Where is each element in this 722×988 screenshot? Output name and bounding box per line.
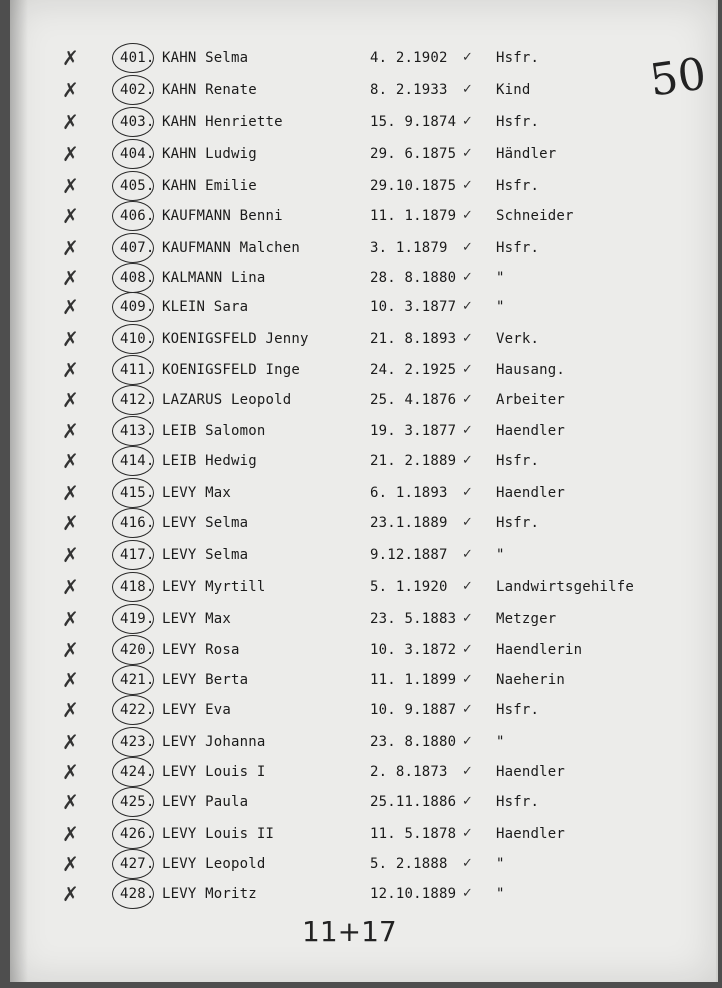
register-row <box>0 852 722 880</box>
register-row <box>0 668 722 696</box>
row-date: 11. 1.1879 <box>370 208 457 224</box>
row-num: 410. <box>120 331 155 347</box>
check-mark: ✓ <box>462 270 474 285</box>
margin-cross-mark: ✗ <box>62 46 79 70</box>
check-mark: ✓ <box>462 362 474 377</box>
row-occ: Kind <box>496 82 531 98</box>
row-occ: Haendlerin <box>496 642 583 658</box>
register-row <box>0 358 722 386</box>
row-occ: Haendler <box>496 764 566 780</box>
row-name: LEVY Paula <box>162 794 249 810</box>
row-date: 29.10.1875 <box>370 178 457 194</box>
row-date: 29. 6.1875 <box>370 146 457 162</box>
row-date: 2. 8.1873 <box>370 764 448 780</box>
row-name: KAUFMANN Malchen <box>162 240 301 256</box>
row-num: 403. <box>120 114 155 130</box>
register-row <box>0 236 722 264</box>
row-name: LEIB Salomon <box>162 423 266 439</box>
row-occ: Hsfr. <box>496 178 540 194</box>
register-row <box>0 511 722 539</box>
row-num: 418. <box>120 579 155 595</box>
register-row <box>0 481 722 509</box>
row-num: 407. <box>120 240 155 256</box>
register-row <box>0 730 722 758</box>
row-name: KAHN Renate <box>162 82 257 98</box>
row-occ: Naeherin <box>496 672 566 688</box>
margin-cross-mark: ✗ <box>62 698 79 722</box>
register-row <box>0 449 722 477</box>
margin-cross-mark: ✗ <box>62 236 79 260</box>
row-name: KALMANN Lina <box>162 270 266 286</box>
row-num: 412. <box>120 392 155 408</box>
margin-cross-mark: ✗ <box>62 668 79 692</box>
check-mark: ✓ <box>462 392 474 407</box>
row-date: 5. 1.1920 <box>370 579 448 595</box>
margin-cross-mark: ✗ <box>62 638 79 662</box>
row-num: 424. <box>120 764 155 780</box>
row-occ: " <box>496 886 505 902</box>
row-occ: Schneider <box>496 208 574 224</box>
row-num: 425. <box>120 794 155 810</box>
row-occ: Hausang. <box>496 362 566 378</box>
row-occ: Hsfr. <box>496 515 540 531</box>
row-name: LEVY Eva <box>162 702 232 718</box>
check-mark: ✓ <box>462 240 474 255</box>
row-num: 417. <box>120 547 155 563</box>
footer-handwritten-note: 11+17 <box>302 915 397 948</box>
row-name: LEVY Selma <box>162 547 249 563</box>
row-occ: Landwirtsgehilfe <box>496 579 635 595</box>
row-num: 409. <box>120 299 155 315</box>
margin-cross-mark: ✗ <box>62 327 79 351</box>
row-num: 413. <box>120 423 155 439</box>
row-num: 423. <box>120 734 155 750</box>
row-date: 21. 2.1889 <box>370 453 457 469</box>
register-row <box>0 419 722 447</box>
check-mark: ✓ <box>462 453 474 468</box>
check-mark: ✓ <box>462 178 474 193</box>
row-occ: " <box>496 547 505 563</box>
row-name: KAUFMANN Benni <box>162 208 283 224</box>
check-mark: ✓ <box>462 764 474 779</box>
row-date: 24. 2.1925 <box>370 362 457 378</box>
row-date: 8. 2.1933 <box>370 82 448 98</box>
margin-cross-mark: ✗ <box>62 882 79 906</box>
check-mark: ✓ <box>462 547 474 562</box>
margin-cross-mark: ✗ <box>62 295 79 319</box>
row-date: 23. 8.1880 <box>370 734 457 750</box>
row-date: 25. 4.1876 <box>370 392 457 408</box>
check-mark: ✓ <box>462 886 474 901</box>
register-row <box>0 46 722 74</box>
margin-cross-mark: ✗ <box>62 511 79 535</box>
row-occ: Arbeiter <box>496 392 566 408</box>
row-occ: " <box>496 734 505 750</box>
register-row <box>0 78 722 106</box>
row-num: 402. <box>120 82 155 98</box>
register-row <box>0 760 722 788</box>
row-date: 10. 9.1887 <box>370 702 457 718</box>
row-num: 406. <box>120 208 155 224</box>
register-row <box>0 388 722 416</box>
check-mark: ✓ <box>462 856 474 871</box>
check-mark: ✓ <box>462 82 474 97</box>
row-name: LEVY Max <box>162 611 232 627</box>
row-date: 9.12.1887 <box>370 547 448 563</box>
row-name: KAHN Selma <box>162 50 249 66</box>
check-mark: ✓ <box>462 579 474 594</box>
margin-cross-mark: ✗ <box>62 822 79 846</box>
margin-cross-mark: ✗ <box>62 174 79 198</box>
row-name: LEVY Louis II <box>162 826 275 842</box>
margin-cross-mark: ✗ <box>62 449 79 473</box>
row-occ: " <box>496 270 505 286</box>
row-num: 411. <box>120 362 155 378</box>
row-num: 419. <box>120 611 155 627</box>
row-date: 25.11.1886 <box>370 794 457 810</box>
row-num: 401. <box>120 50 155 66</box>
margin-cross-mark: ✗ <box>62 388 79 412</box>
row-num: 421. <box>120 672 155 688</box>
row-occ: Hsfr. <box>496 50 540 66</box>
check-mark: ✓ <box>462 50 474 65</box>
row-occ: Verk. <box>496 331 540 347</box>
row-name: KAHN Henriette <box>162 114 283 130</box>
margin-cross-mark: ✗ <box>62 730 79 754</box>
row-date: 4. 2.1902 <box>370 50 448 66</box>
row-occ: Haendler <box>496 826 566 842</box>
margin-cross-mark: ✗ <box>62 760 79 784</box>
row-num: 408. <box>120 270 155 286</box>
register-row <box>0 204 722 232</box>
row-name: LEVY Leopold <box>162 856 266 872</box>
check-mark: ✓ <box>462 702 474 717</box>
row-num: 420. <box>120 642 155 658</box>
row-name: LEVY Myrtill <box>162 579 266 595</box>
register-row <box>0 295 722 323</box>
row-num: 427. <box>120 856 155 872</box>
check-mark: ✓ <box>462 642 474 657</box>
register-row <box>0 543 722 571</box>
row-name: LEVY Johanna <box>162 734 266 750</box>
register-row <box>0 110 722 138</box>
row-name: LEVY Berta <box>162 672 249 688</box>
check-mark: ✓ <box>462 146 474 161</box>
register-row <box>0 266 722 294</box>
register-row <box>0 698 722 726</box>
check-mark: ✓ <box>462 515 474 530</box>
margin-cross-mark: ✗ <box>62 543 79 567</box>
register-row <box>0 327 722 355</box>
margin-cross-mark: ✗ <box>62 852 79 876</box>
row-name: LEVY Rosa <box>162 642 240 658</box>
check-mark: ✓ <box>462 611 474 626</box>
row-occ: " <box>496 299 505 315</box>
row-name: KOENIGSFELD Jenny <box>162 331 309 347</box>
row-date: 23.1.1889 <box>370 515 448 531</box>
page-number: 50 <box>646 48 710 107</box>
margin-cross-mark: ✗ <box>62 78 79 102</box>
row-name: KLEIN Sara <box>162 299 249 315</box>
row-occ: Hsfr. <box>496 702 540 718</box>
check-mark: ✓ <box>462 794 474 809</box>
register-row <box>0 174 722 202</box>
margin-cross-mark: ✗ <box>62 481 79 505</box>
row-num: 415. <box>120 485 155 501</box>
check-mark: ✓ <box>462 331 474 346</box>
row-date: 15. 9.1874 <box>370 114 457 130</box>
row-date: 12.10.1889 <box>370 886 457 902</box>
check-mark: ✓ <box>462 826 474 841</box>
margin-cross-mark: ✗ <box>62 110 79 134</box>
row-date: 11. 5.1878 <box>370 826 457 842</box>
margin-cross-mark: ✗ <box>62 790 79 814</box>
register-row <box>0 822 722 850</box>
register-row <box>0 790 722 818</box>
row-name: LEVY Max <box>162 485 232 501</box>
check-mark: ✓ <box>462 114 474 129</box>
check-mark: ✓ <box>462 423 474 438</box>
row-date: 28. 8.1880 <box>370 270 457 286</box>
row-date: 6. 1.1893 <box>370 485 448 501</box>
check-mark: ✓ <box>462 299 474 314</box>
row-date: 11. 1.1899 <box>370 672 457 688</box>
margin-cross-mark: ✗ <box>62 607 79 631</box>
margin-cross-mark: ✗ <box>62 419 79 443</box>
check-mark: ✓ <box>462 672 474 687</box>
row-occ: " <box>496 856 505 872</box>
row-date: 5. 2.1888 <box>370 856 448 872</box>
row-num: 404. <box>120 146 155 162</box>
row-name: LEVY Selma <box>162 515 249 531</box>
margin-cross-mark: ✗ <box>62 575 79 599</box>
row-name: KOENIGSFELD Inge <box>162 362 301 378</box>
register-row <box>0 607 722 635</box>
margin-cross-mark: ✗ <box>62 358 79 382</box>
row-occ: Hsfr. <box>496 240 540 256</box>
row-date: 21. 8.1893 <box>370 331 457 347</box>
row-name: KAHN Emilie <box>162 178 257 194</box>
row-num: 428. <box>120 886 155 902</box>
check-mark: ✓ <box>462 208 474 223</box>
row-name: LEVY Louis I <box>162 764 266 780</box>
check-mark: ✓ <box>462 734 474 749</box>
row-num: 426. <box>120 826 155 842</box>
row-occ: Haendler <box>496 423 566 439</box>
row-name: LEVY Moritz <box>162 886 257 902</box>
row-name: LAZARUS Leopold <box>162 392 292 408</box>
row-num: 414. <box>120 453 155 469</box>
row-num: 405. <box>120 178 155 194</box>
row-occ: Hsfr. <box>496 114 540 130</box>
row-date: 10. 3.1872 <box>370 642 457 658</box>
row-num: 422. <box>120 702 155 718</box>
register-row <box>0 142 722 170</box>
check-mark: ✓ <box>462 485 474 500</box>
margin-cross-mark: ✗ <box>62 266 79 290</box>
row-date: 23. 5.1883 <box>370 611 457 627</box>
row-occ: Metzger <box>496 611 557 627</box>
margin-cross-mark: ✗ <box>62 204 79 228</box>
row-date: 3. 1.1879 <box>370 240 448 256</box>
row-occ: Hsfr. <box>496 453 540 469</box>
register-row <box>0 638 722 666</box>
register-row <box>0 882 722 910</box>
row-occ: Händler <box>496 146 557 162</box>
row-date: 19. 3.1877 <box>370 423 457 439</box>
margin-cross-mark: ✗ <box>62 142 79 166</box>
row-date: 10. 3.1877 <box>370 299 457 315</box>
row-name: LEIB Hedwig <box>162 453 257 469</box>
row-occ: Haendler <box>496 485 566 501</box>
row-num: 416. <box>120 515 155 531</box>
register-row <box>0 575 722 603</box>
row-occ: Hsfr. <box>496 794 540 810</box>
row-name: KAHN Ludwig <box>162 146 257 162</box>
